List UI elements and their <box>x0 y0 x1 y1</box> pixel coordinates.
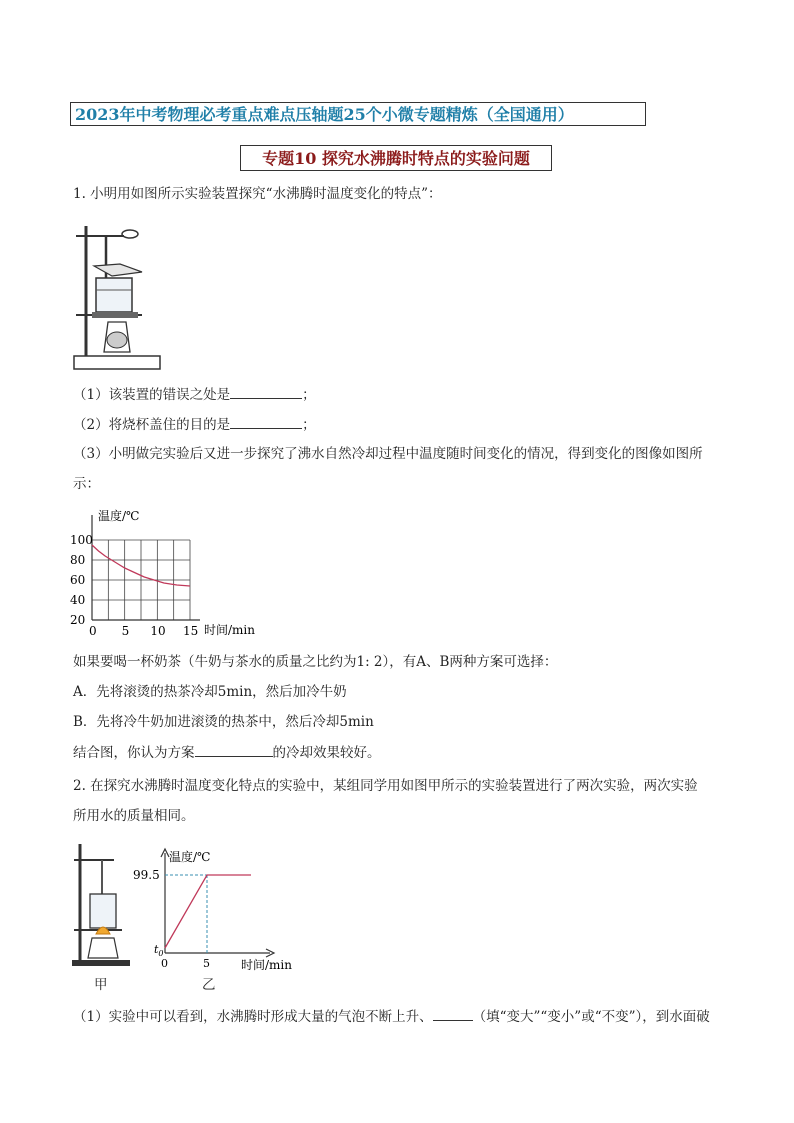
chart1-ytick-label: 60 <box>70 573 86 587</box>
milk-tea-question: 如果要喝一杯奶茶（牛奶与茶水的质量之比约为1: 2），有A、B两种方案可选择： <box>73 654 558 670</box>
cooling-chart <box>70 505 270 640</box>
label-yi: 乙 <box>202 977 216 993</box>
option-a: A．先将滚烫的热茶冷却5min，然后加冷牛奶 <box>73 684 347 700</box>
answer-blank-1[interactable] <box>230 384 302 399</box>
alcohol-lamp-2 <box>88 938 118 958</box>
document-title: 2023年中考物理必考重点难点压轴题25个小微专题精炼（全国通用） <box>70 102 646 126</box>
chart2-heating-curve <box>165 875 251 948</box>
beaker-2 <box>90 894 116 928</box>
chart1-ytick-label: 100 <box>70 533 93 547</box>
q1-conclusion <box>73 742 381 763</box>
chart1-ytick-label: 40 <box>70 593 86 607</box>
chart1-ytick-label: 80 <box>70 553 86 567</box>
q2-stem-line2: 所用水的质量相同。 <box>73 808 195 824</box>
q1-part1-end: ； <box>302 387 316 403</box>
q1-part2-end: ； <box>302 417 316 433</box>
chart1-ytick-label: 20 <box>70 613 86 627</box>
q1-stem: 1. 小明用如图所示实验装置探究“水沸腾时温度变化的特点”： <box>73 186 442 202</box>
q2-stem-line1: 2. 在探究水沸腾时温度变化特点的实验中，某组同学用如图甲所示的实验装置进行了两次实验，两次实验 <box>73 778 698 794</box>
apparatus-figure-jia <box>70 842 134 970</box>
chart1-xlabel: 时间/min <box>204 623 255 637</box>
conclusion-end: 的冷却效果较好。 <box>272 745 381 761</box>
chart2-tick-t0: $t_0$ <box>154 943 164 958</box>
q2-part1 <box>73 1006 710 1027</box>
chart1-xtick-label: 5 <box>121 624 130 638</box>
label-jia: 甲 <box>94 977 108 993</box>
q2-part1-text: （1）实验中可以看到，水沸腾时形成大量的气泡不断上升、 <box>73 1009 433 1025</box>
q1-part3-line2: 示： <box>73 476 100 492</box>
chart1-ylabel: 温度/℃ <box>98 509 140 523</box>
q1-part2-text: （2）将烧杯盖住的目的是 <box>73 417 231 433</box>
chart2-ylabel: 温度/℃ <box>169 850 211 864</box>
option-b: B．先将冷牛奶加进滚烫的热茶中，然后冷却5min <box>73 714 374 730</box>
q1-part2 <box>73 414 316 435</box>
chart1-xtick-label: 15 <box>183 624 199 638</box>
answer-blank-4[interactable] <box>433 1006 473 1021</box>
topic-title: 专题10 探究水沸腾时特点的实验问题 <box>240 145 552 171</box>
chart2-tick-99.5: 99.5 <box>133 868 160 882</box>
beaker <box>96 278 132 312</box>
thermometer-hook <box>122 230 138 238</box>
chart2-tick-x0: 0 <box>161 957 168 970</box>
answer-blank-3[interactable] <box>195 742 273 757</box>
heating-chart <box>133 845 305 973</box>
chart1-xtick-label: 0 <box>89 624 97 638</box>
chart1-grid <box>92 540 190 620</box>
chart2-xlabel: 时间/min <box>241 958 292 972</box>
chart1-xtick-label: 10 <box>150 624 166 638</box>
conclusion-text: 结合图，你认为方案 <box>73 745 195 761</box>
q1-part1 <box>73 384 316 405</box>
apparatus-figure-1 <box>72 220 162 372</box>
base-2 <box>72 960 130 966</box>
chart2-tick-x5: 5 <box>203 957 210 970</box>
answer-blank-2[interactable] <box>230 414 302 429</box>
q1-part1-text: （1）该装置的错误之处是 <box>73 387 231 403</box>
beaker-cover <box>94 264 142 276</box>
wire-gauze <box>92 312 138 318</box>
apparatus-base <box>74 356 160 369</box>
q2-part1-end: （填“变大”“变小”或“不变”），到水面破 <box>472 1009 710 1025</box>
q1-part3-line1: （3）小明做完实验后又进一步探究了沸水自然冷却过程中温度随时间变化的情况，得到变化的图像如图所 <box>73 446 703 462</box>
